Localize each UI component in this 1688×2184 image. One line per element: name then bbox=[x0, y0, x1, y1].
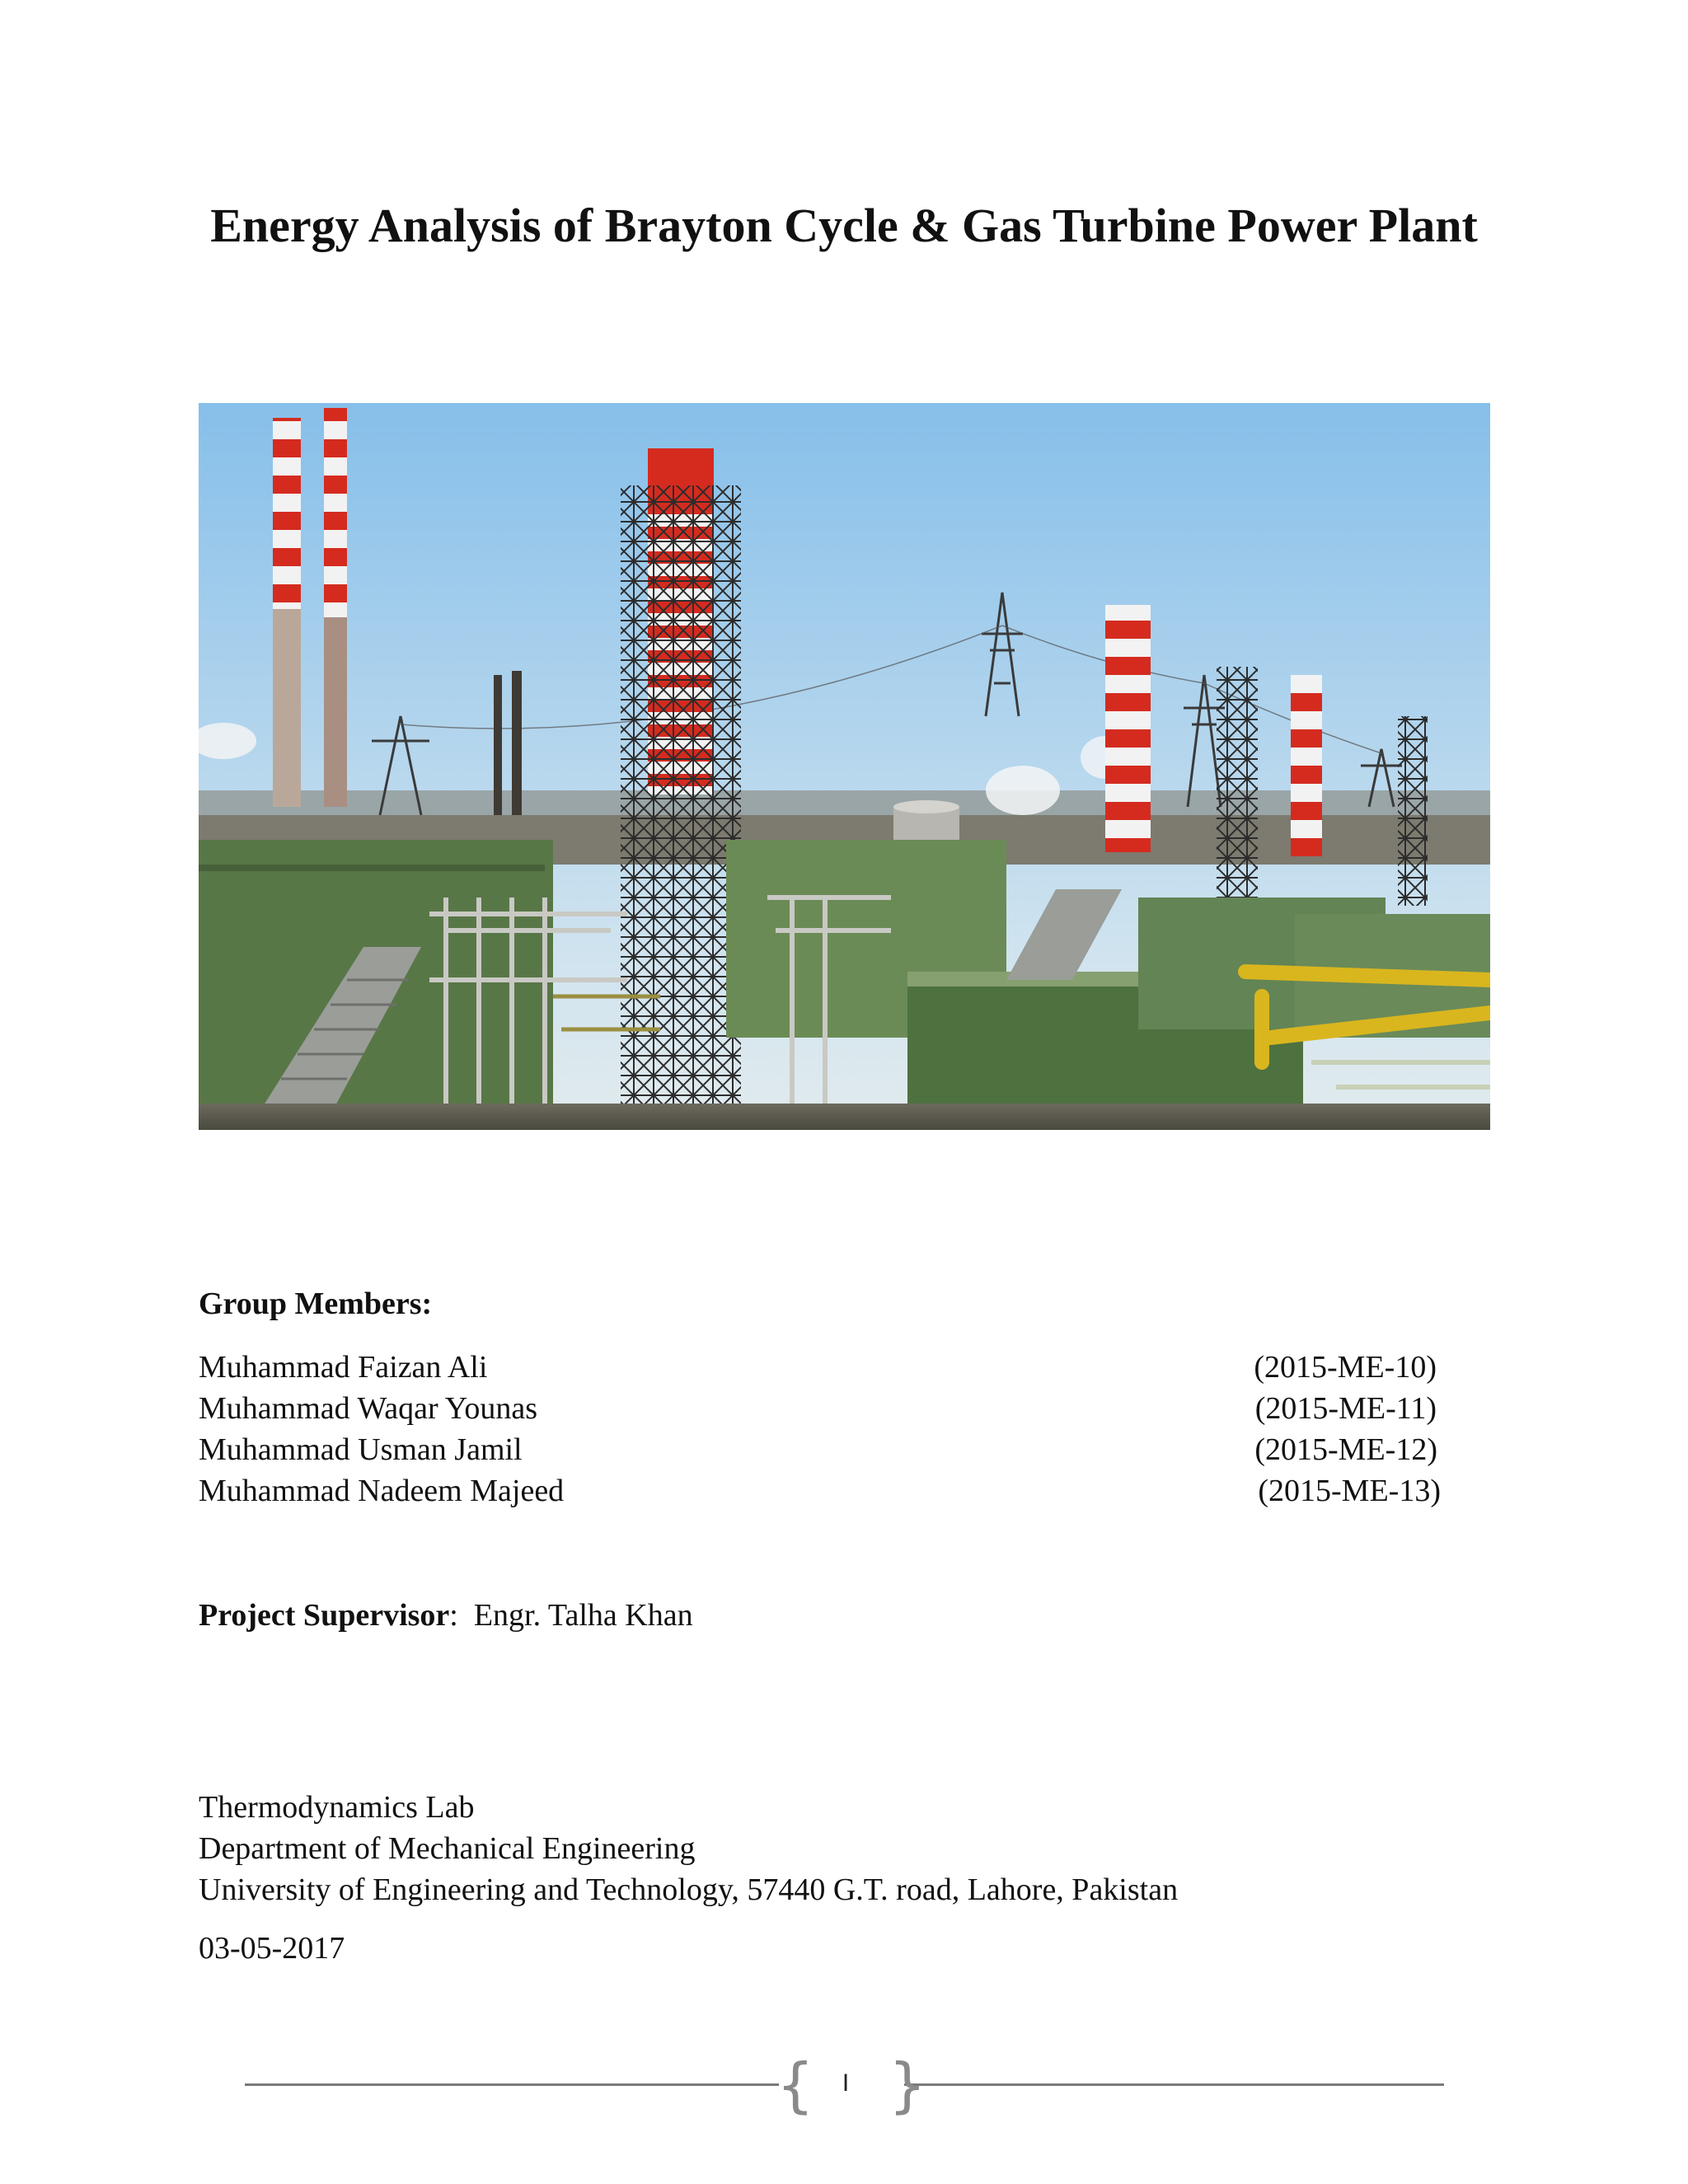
member-row bbox=[199, 1429, 1451, 1470]
member-row bbox=[199, 1388, 1451, 1429]
footer-left-bracket: { bbox=[776, 2050, 814, 2120]
group-members-label: Group Members: bbox=[199, 1286, 433, 1321]
supervisor-label: Project Supervisor bbox=[199, 1598, 450, 1633]
member-row bbox=[199, 1347, 1451, 1388]
lab-name: Thermodynamics Lab bbox=[199, 1790, 475, 1825]
member-roll: (2015-ME-13) bbox=[1258, 1474, 1441, 1508]
supervisor-separator: : bbox=[449, 1598, 458, 1633]
footer-rule-left bbox=[245, 2083, 779, 2086]
document-date: 03-05-2017 bbox=[199, 1931, 345, 1966]
member-row bbox=[199, 1470, 1451, 1511]
page-number: I bbox=[842, 2069, 850, 2097]
member-name: Muhammad Waqar Younas bbox=[199, 1391, 538, 1426]
footer-right-bracket: } bbox=[889, 2050, 926, 2120]
footer-rule-right bbox=[904, 2083, 1444, 2086]
member-name: Muhammad Usman Jamil bbox=[199, 1432, 523, 1467]
member-roll: (2015-ME-12) bbox=[1254, 1432, 1437, 1467]
project-supervisor bbox=[199, 1597, 693, 1633]
members-list bbox=[199, 1347, 1451, 1511]
power-plant-photo bbox=[199, 403, 1490, 1130]
affiliation-block bbox=[199, 1787, 1178, 1910]
document-title: Energy Analysis of Brayton Cycle & Gas Turbine Power Plant bbox=[210, 199, 1478, 252]
member-name: Muhammad Faizan Ali bbox=[199, 1350, 488, 1385]
supervisor-name: Engr. Talha Khan bbox=[473, 1598, 693, 1633]
member-roll: (2015-ME-10) bbox=[1254, 1350, 1437, 1385]
member-name: Muhammad Nadeem Majeed bbox=[199, 1474, 565, 1508]
department-name: Department of Mechanical Engineering bbox=[199, 1831, 696, 1866]
member-roll: (2015-ME-11) bbox=[1254, 1391, 1437, 1426]
university-address: University of Engineering and Technology, 57440 G.T. road, Lahore, Pakistan bbox=[199, 1872, 1179, 1907]
